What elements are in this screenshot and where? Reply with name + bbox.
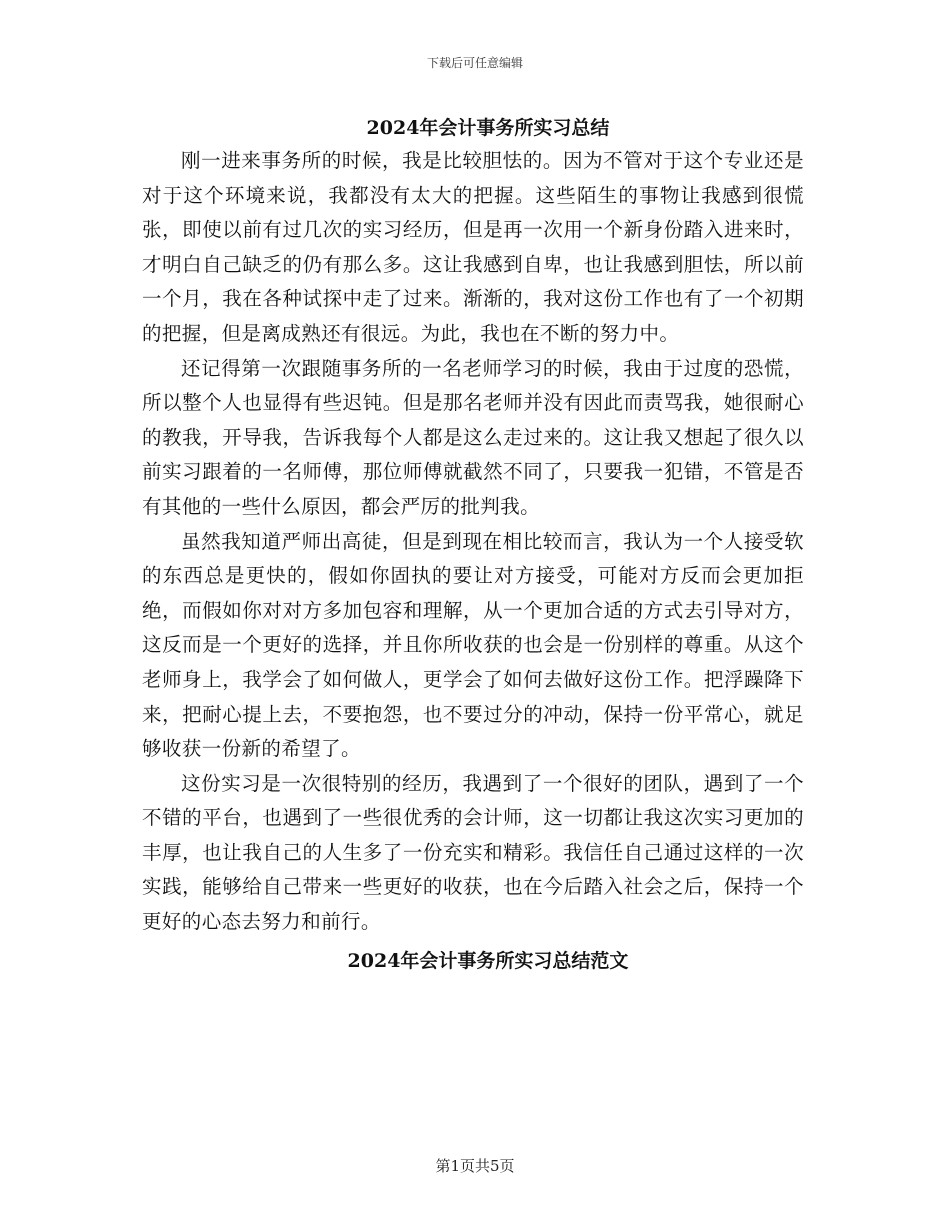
paragraph-4: 这份实习是一次很特别的经历，我遇到了一个很好的团队，遇到了一个不错的平台，也遇到了一些很优秀的会计师，这一切都让我这次实习更加的丰厚，也让我自己的人生多了一份充实和精彩。我信任自己通过这样的一次实践，能够给自己带来一些更好的收获，也在今后踏入社会之后，保持一个更好的心态去努力和前行。 xyxy=(142,771,804,934)
header-note: 下载后可任意编辑 xyxy=(426,56,523,70)
document-body xyxy=(142,112,804,978)
paragraph-3: 虽然我知道严师出高徒，但是到现在相比较而言，我认为一个人接受软的东西总是更快的，假如你固执的要让对方接受，可能对方反而会更加拒绝，而假如你对对方多加包容和理解，从一个更加合适的方式去引导对方，这反而是一个更好的选择，并且你所收获的也会是一份别样的尊重。从这个老师身上，我学会了如何做人，更学会了如何去做好这份工作。把浮躁降下来，把耐心提上去，不要抱怨，也不要过分的冲动，保持一份平常心，就足够收获一份新的希望了。 xyxy=(142,529,804,761)
page-number: 第1页共5页 xyxy=(435,1157,515,1175)
document-subtitle: 2024年会计事务所实习总结范文 xyxy=(347,949,629,972)
paragraph-1: 刚一进来事务所的时候，我是比较胆怯的。因为不管对于这个专业还是对于这个环境来说，我都没有太大的把握。这些陌生的事物让我感到很慌张，即使以前有过几次的实习经历，但是再一次用一个新身份踏入进来时，才明白自己缺乏的仍有那么多。这让我感到自卑，也让我感到胆怯，所以前一个月，我在各种试探中走了过来。渐渐的，我对这份工作也有了一个初期的把握，但是离成熟还有很远。为此，我也在不断的努力中。 xyxy=(142,149,804,345)
document-title: 2024年会计事务所实习总结 xyxy=(366,117,610,139)
paragraph-2: 还记得第一次跟随事务所的一名老师学习的时候，我由于过度的恐慌，所以整个人也显得有些迟钝。但是那名老师并没有因此而责骂我，她很耐心的教我，开导我，告诉我每个人都是这么走过来的。这让我又想起了很久以前实习跟着的一名师傅，那位师傅就截然不同了，只要我一犯错，不管是否有其他的一些什么原因，都会严厉的批判我。 xyxy=(142,356,804,518)
